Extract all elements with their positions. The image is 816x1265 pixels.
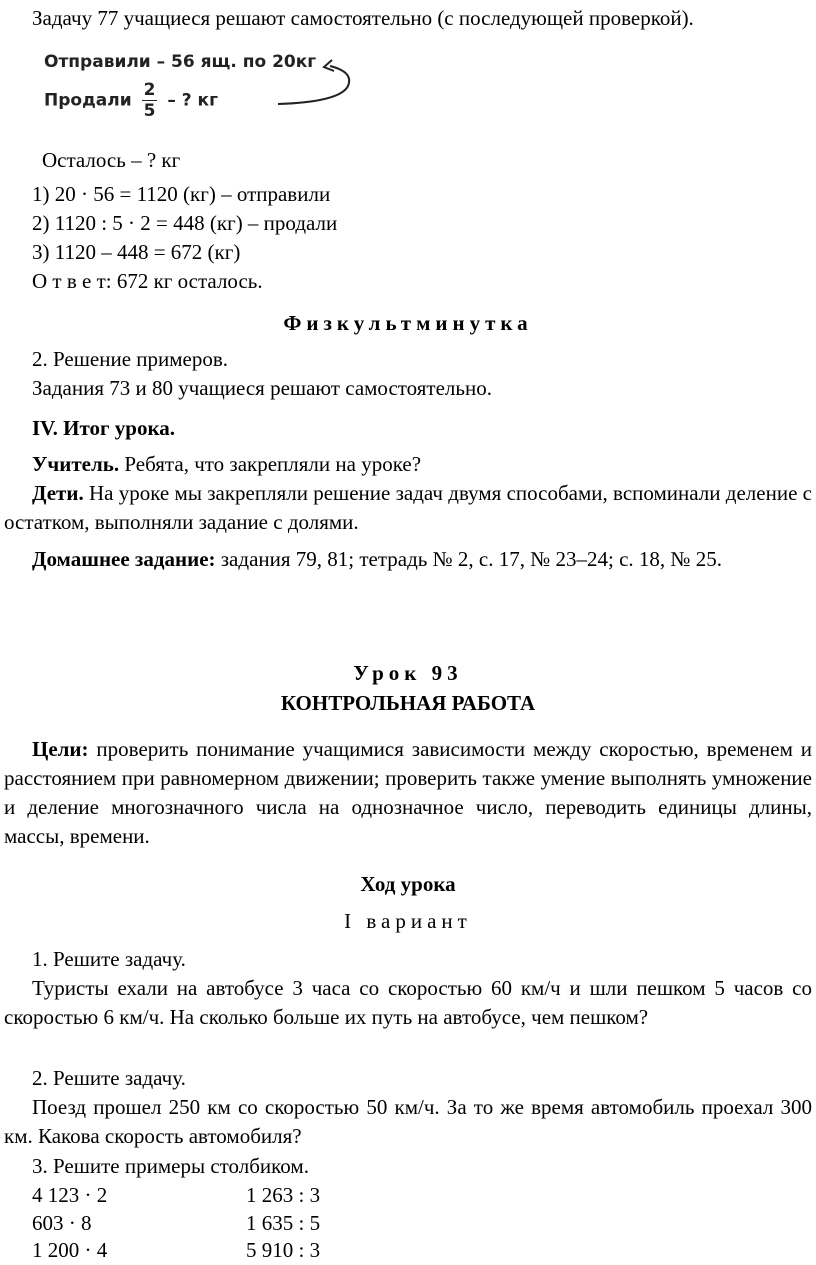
scheme-sold-suffix: – ? кг: [167, 90, 218, 111]
example-right: 5 910 : 3: [246, 1238, 321, 1262]
example-right: 1 635 : 5: [246, 1211, 321, 1235]
examples-row-right: [246, 1181, 320, 1210]
scheme-line-sold: [44, 80, 218, 121]
examples-heading: 2. Решение примеров.: [32, 347, 229, 371]
course-heading: Ход урока: [360, 872, 456, 896]
solution-step: 1) 20 · 56 = 1120 (кг) – отправили: [32, 182, 331, 206]
task2-heading: 2. Решите задачу.: [32, 1066, 186, 1090]
summary-heading: IV. Итог урока.: [32, 416, 176, 440]
solution-step: 3) 1120 – 448 = 672 (кг): [32, 240, 241, 264]
lesson-title: КОНТРОЛЬНАЯ РАБОТА: [280, 691, 536, 715]
remainder-line: Осталось – ? кг: [42, 148, 181, 172]
example-left: 603 · 8: [32, 1211, 92, 1235]
intro-line: Задачу 77 учащиеся решают самостоятельно (с последующей проверкой).: [32, 6, 694, 30]
task1-heading: 1. Решите задачу.: [32, 947, 186, 971]
kids-label: Дети.: [32, 481, 84, 505]
homework-text: задания 79, 81; тетрадь № 2, с. 17, № 23–24; с. 18, № 25.: [215, 547, 722, 571]
examples-row: [32, 1181, 107, 1210]
fraction-numerator: 2: [143, 80, 156, 100]
goals-text: проверить понимание учащимися зависимости между скоростью, временем и расстоянием при равномерном движении; проверить также умение выполнять умножение и деление многозначного числа на однозначное число, переводить единицы длины, массы, времени.: [4, 737, 812, 848]
curved-arrow-icon: [270, 56, 370, 116]
answer-line: О т в е т: 672 кг осталось.: [32, 269, 263, 293]
examples-text: Задания 73 и 80 учащиеся решают самостоятельно.: [32, 376, 492, 400]
teacher-label: Учитель.: [32, 452, 120, 476]
kids-text: На уроке мы закрепляли решение задач двумя способами, вспоминали деление с остатком, выполняли задание с долями.: [4, 481, 812, 534]
examples-row-right: [246, 1236, 320, 1265]
variant-heading: I вариант: [344, 909, 472, 933]
task1-text: Туристы ехали на автобусе 3 часа со скоростью 60 км/ч и шли пешком 5 часов со скоростью 6 км/ч. На сколько больше их путь на автобусе, чем пешком?: [4, 976, 812, 1029]
teacher-text: Ребята, что закрепляли на уроке?: [119, 452, 422, 476]
scheme-sold-label: Продали: [44, 90, 132, 111]
goals-paragraph: [4, 735, 812, 851]
examples-row-right: [246, 1209, 320, 1238]
example-left: 1 200 · 4: [32, 1238, 108, 1262]
goals-label: Цели:: [32, 737, 89, 761]
homework-paragraph: [4, 545, 812, 574]
example-right: 1 263 : 3: [246, 1183, 321, 1207]
task2-text: Поезд прошел 250 км со скоростью 50 км/ч. За то же время автомобиль проехал 300 км. Какова скорость автомобиля?: [4, 1095, 812, 1148]
examples-row: [32, 1236, 107, 1265]
homework-label: Домашнее задание:: [32, 547, 216, 571]
kids-paragraph: [4, 479, 812, 537]
examples-row: [32, 1209, 92, 1238]
task3-heading: 3. Решите примеры столбиком.: [32, 1154, 309, 1178]
fizkult-heading: Физкультминутка: [283, 311, 533, 335]
teacher-line: [32, 450, 421, 479]
fraction-denominator: 5: [143, 101, 156, 121]
solution-step: 2) 1120 : 5 · 2 = 448 (кг) – продали: [32, 211, 338, 235]
scheme-line-sent: Отправили – 56 ящ. по 20кг: [44, 52, 317, 72]
lesson-number: Урок 93: [353, 661, 463, 685]
fraction: [142, 80, 158, 121]
example-left: 4 123 · 2: [32, 1183, 108, 1207]
